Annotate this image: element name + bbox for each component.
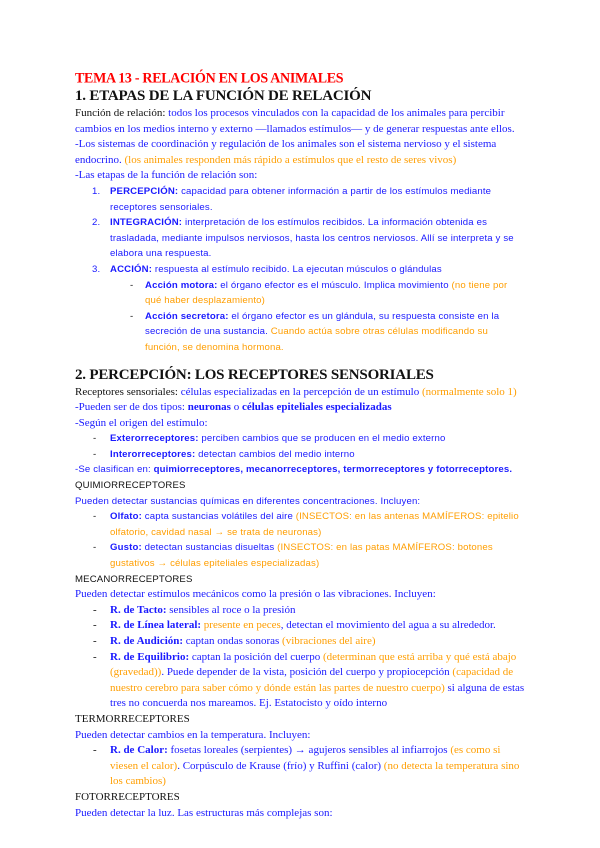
- bold-term: Gusto:: [110, 542, 145, 554]
- paragraph: [75, 494, 525, 510]
- section-heading-1: 1. ETAPAS DE LA FUNCIÓN DE RELACIÓN: [75, 88, 372, 104]
- text-run: detectan sustancias disueltas: [144, 542, 278, 554]
- text-run: -Pueden ser de dos tipos:: [75, 401, 188, 414]
- paragraph: [75, 462, 525, 478]
- text-run: perciben cambios que se producen en el medio externo: [201, 433, 446, 445]
- text-run: . Corpúsculo de Krause (frío) y Ruffini (calor): [177, 759, 384, 772]
- text-run: -Los sistemas de coordinación y regulación de los animales son el sistema nervioso y el sistema endocrino.: [75, 138, 497, 166]
- text-run: Pueden detectar cambios en la temperatura. Incluyen:: [75, 728, 311, 741]
- list-dash: -: [93, 744, 97, 757]
- note-text: (determinan que está arriba y qué está abajo (gravedad)): [110, 650, 517, 679]
- paragraph: [75, 728, 525, 744]
- note-text: (los animales responden más rápido a estímulos que el resto de seres vivos): [124, 153, 457, 166]
- text-run: FOTORRECEPTORES: [75, 790, 180, 803]
- text-run: detectan cambios del medio interno: [198, 448, 355, 460]
- text-run: el órgano efector es el músculo. Implica movimiento: [220, 279, 452, 291]
- note-text: presente en peces: [203, 619, 281, 632]
- note-text: (capacidad de nuestro cerebro para saber cómo y dónde están las partes de nuestro cuerpo): [110, 666, 514, 694]
- bullet-list-item: [75, 509, 525, 540]
- paragraph: [75, 712, 525, 728]
- text-run: fosetas loreales (serpientes) → agujeros sensibles al infiarrojos: [170, 744, 451, 757]
- numbered-list-item: [75, 215, 525, 262]
- text-run: capta sustancias volátiles del aire: [144, 511, 296, 523]
- note-text: (INSECTOS: en las antenas MAMÍFEROS: epitelio olfatorio, cavidad nasal → se trata de neuronas): [110, 511, 519, 538]
- bullet-list-item: [75, 540, 525, 571]
- paragraph: [75, 400, 525, 416]
- bold-term: células epiteliales especializadas: [241, 401, 392, 414]
- text-run: captan la posición del cuerpo: [191, 650, 323, 663]
- text-run: Pueden detectar sustancias químicas en diferentes concentraciones. Incluyen:: [75, 495, 421, 507]
- paragraph: [75, 478, 525, 494]
- list-dash: -: [130, 310, 134, 322]
- note-text: (es como si viesen el calor): [110, 744, 501, 772]
- text-run: sensibles al roce o la presión: [169, 603, 296, 616]
- note-text: (vibraciones del aire): [282, 635, 376, 647]
- section-2-body: [75, 385, 525, 822]
- list-dash: -: [93, 650, 97, 663]
- note-text: Cuando actúa sobre otras células modificando su función, se denomina hormona.: [145, 326, 488, 353]
- paragraph: [75, 416, 525, 432]
- numbered-list-item: [75, 262, 525, 278]
- note-text: (no detecta la temperatura sino los cambios): [110, 759, 520, 788]
- bold-term: neuronas: [187, 401, 231, 414]
- paragraph: [75, 572, 525, 588]
- document-title: TEMA 13 - RELACIÓN EN LOS ANIMALES: [75, 70, 344, 87]
- text-run: Función de relación:: [75, 107, 169, 119]
- list-number: 2.: [92, 217, 101, 229]
- list-dash: -: [93, 433, 97, 445]
- bullet-list-item: [75, 650, 525, 712]
- text-run: Pueden detectar la luz. Las estructuras más complejas son:: [75, 806, 333, 819]
- bullet-list-item: [75, 431, 525, 447]
- note-text: (INSECTOS: en las patas MAMÍFEROS: botones gustativos → células epiteliales especializadas): [110, 542, 493, 570]
- bold-term: R. de Calor:: [110, 744, 171, 757]
- bold-term: Interorreceptores:: [110, 448, 199, 460]
- paragraph: [75, 385, 525, 401]
- bold-term: INTEGRACIÓN:: [110, 217, 185, 229]
- section-1-body: [75, 106, 525, 356]
- paragraph: [75, 168, 525, 184]
- text-run: TERMORRECEPTORES: [75, 712, 190, 725]
- paragraph: [75, 790, 525, 806]
- bold-term: R. de Línea lateral:: [110, 619, 204, 632]
- bold-term: Exterorreceptores:: [110, 433, 202, 445]
- bold-term: ACCIÓN:: [110, 263, 155, 275]
- bullet-list-item: [75, 743, 525, 790]
- bullet-list-item: [75, 278, 525, 309]
- text-run: si alguna de estas tres no concuerda nos mareamos. Ej. Estatocisto y oído interno: [110, 681, 525, 710]
- list-number: 3.: [92, 263, 101, 275]
- list-dash: -: [93, 542, 97, 554]
- text-run: captan ondas sonoras: [185, 635, 283, 647]
- paragraph: [75, 806, 525, 822]
- text-run: el órgano efector es un glándula, su respuesta consiste en la secreción de una sustancia.: [145, 310, 500, 338]
- bold-term: R. de Tacto:: [110, 603, 170, 616]
- list-dash: -: [93, 619, 97, 632]
- note-text: (no tiene por qué haber desplazamiento): [145, 279, 508, 307]
- text-run: Receptores sensoriales:: [75, 385, 181, 398]
- text-run: . Puede depender de la vista, posición del cuerpo y propiocepción: [161, 666, 453, 679]
- list-dash: -: [93, 603, 97, 616]
- document-page: [75, 70, 525, 821]
- list-dash: -: [93, 635, 97, 647]
- list-dash: -: [93, 448, 97, 460]
- text-run: -Se clasifican en:: [75, 464, 154, 476]
- text-run: capacidad para obtener información a partir de los estímulos mediante receptores sensoriales.: [110, 185, 492, 213]
- text-run: interpretación de los estímulos recibidos. La información obtenida es trasladada, mediante impulsos nerviosos, hasta los centros nerviosos. Allí se interpreta y se elabora una respuesta.: [110, 217, 514, 260]
- bold-term: Acción motora:: [145, 279, 221, 291]
- text-run: todos los procesos vinculados con la capacidad de los animales para percibir cambios en los medios interno y externo —llamados estímulos— y de generar respuestas ante ellos.: [75, 107, 515, 135]
- bullet-list-item: [75, 447, 525, 463]
- text-run: , detectan el movimiento del agua a su alrededor.: [280, 619, 496, 632]
- list-dash: -: [130, 279, 134, 291]
- bold-term: Acción secretora:: [145, 310, 232, 322]
- paragraph: [75, 106, 525, 137]
- list-dash: -: [93, 511, 97, 523]
- text-run: -Las etapas de la función de relación son:: [75, 169, 258, 182]
- list-number: 1.: [92, 185, 101, 197]
- bold-term: R. de Equilibrio:: [110, 650, 192, 663]
- text-run: MECANORRECEPTORES: [75, 573, 193, 585]
- section-heading-2: 2. PERCEPCIÓN: LOS RECEPTORES SENSORIALES: [75, 366, 434, 383]
- text-run: QUIMIORRECEPTORES: [75, 480, 186, 492]
- text-run: respuesta al estímulo recibido. La ejecutan músculos o glándulas: [154, 263, 442, 275]
- text-run: células especializadas en la percepción de un estímulo: [180, 385, 422, 398]
- bullet-list-item: [75, 309, 525, 356]
- note-text: (normalmente solo 1): [421, 385, 517, 398]
- bullet-list-item: [75, 634, 525, 650]
- text-run: -Según el origen del estímulo:: [75, 416, 208, 429]
- numbered-list-item: [75, 184, 525, 215]
- bullet-list-item: [75, 618, 525, 634]
- bullet-list-item: [75, 603, 525, 619]
- bold-term: PERCEPCIÓN:: [110, 185, 182, 197]
- bold-term: Olfato:: [110, 511, 145, 523]
- paragraph: [75, 587, 525, 603]
- bold-term: quimiorreceptores, mecanorreceptores, termorreceptores y fotorreceptores.: [153, 464, 513, 476]
- text-run: Pueden detectar estímulos mecánicos como la presión o las vibraciones. Incluyen:: [75, 588, 436, 601]
- paragraph: [75, 137, 525, 168]
- text-run: o: [230, 401, 242, 414]
- bold-term: R. de Audición:: [110, 635, 186, 647]
